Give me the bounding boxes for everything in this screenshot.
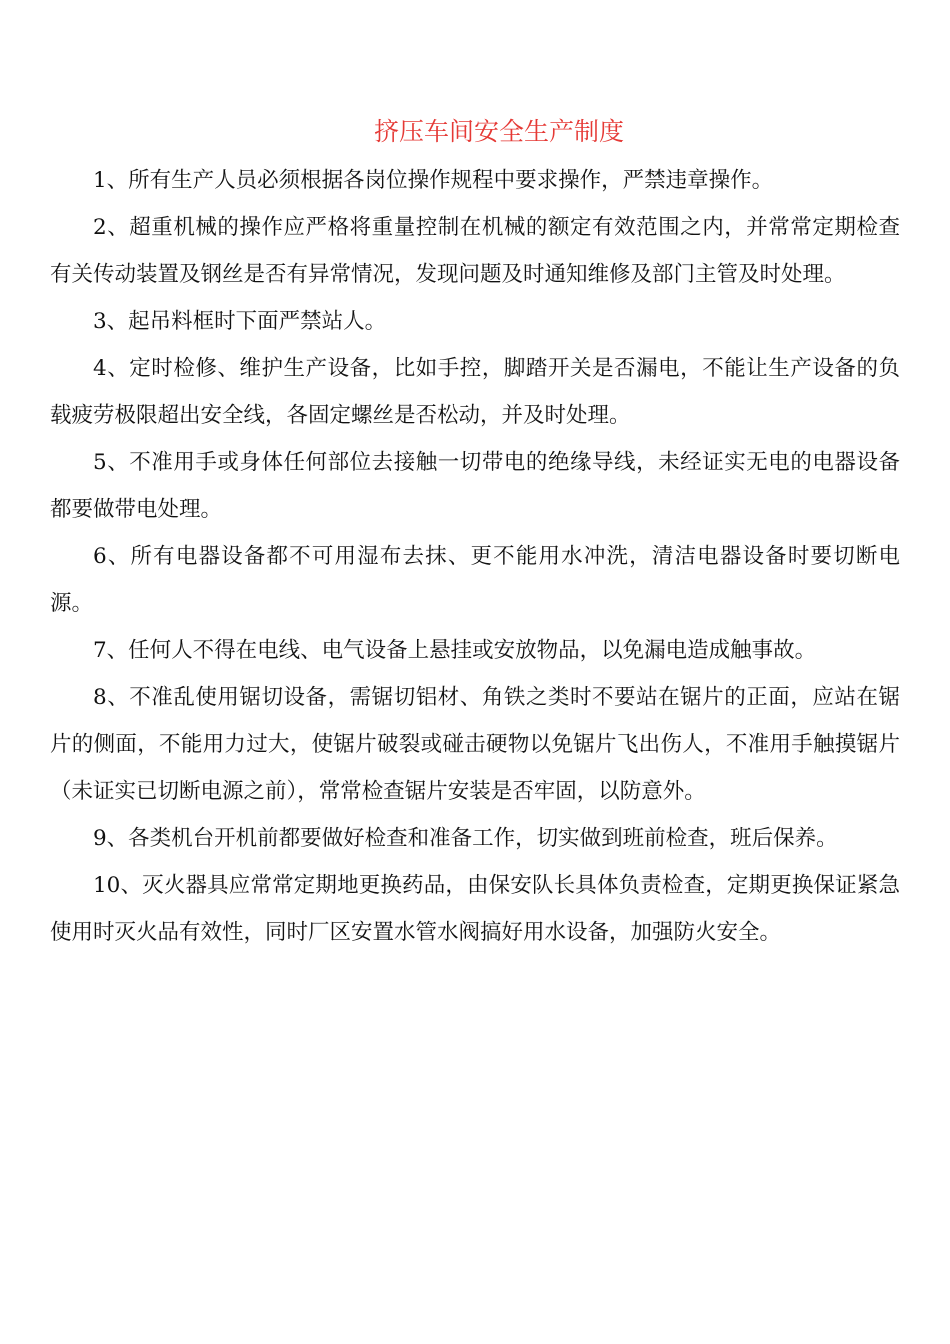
rule-paragraph-5: 5、不准用手或身体任何部位去接触一切带电的绝缘导线，未经证实无电的电器设备都要做带电处理。	[50, 450, 900, 522]
rule-paragraph-10: 10、灭火器具应常常定期地更换药品，由保安队长具体负责检查，定期更换保证紧急使用时灭火品有效性，同时厂区安置水管水阀搞好用水设备，加强防火安全。	[50, 873, 900, 945]
rule-paragraph-2: 2、超重机械的操作应严格将重量控制在机械的额定有效范围之内，并常常定期检查有关传动装置及钢丝是否有异常情况，发现问题及时通知维修及部门主管及时处理。	[50, 215, 900, 287]
rule-paragraph-9: 9、各类机台开机前都要做好检查和准备工作，切实做到班前检查，班后保养。	[93, 826, 838, 851]
rule-paragraph-4: 4、定时检修、维护生产设备，比如手控，脚踏开关是否漏电，不能让生产设备的负载疲劳极限超出安全线，各固定螺丝是否松动，并及时处理。	[50, 356, 900, 428]
rule-paragraph-3: 3、起吊料框时下面严禁站人。	[93, 309, 387, 334]
rule-paragraph-1: 1、所有生产人员必须根据各岗位操作规程中要求操作，严禁违章操作。	[93, 168, 774, 193]
rule-paragraph-8: 8、不准乱使用锯切设备，需锯切铝材、角铁之类时不要站在锯片的正面，应站在锯片的侧面，不能用力过大，使锯片破裂或碰击硬物以免锯片飞出伤人，不准用手触摸锯片（未证实已切断电源之前），常常检查锯片安装是否牢固，以防意外。	[50, 685, 900, 804]
document-title: 挤压车间安全生产制度	[373, 117, 624, 146]
rule-paragraph-7: 7、任何人不得在电线、电气设备上悬挂或安放物品，以免漏电造成触事故。	[93, 638, 817, 663]
rule-paragraph-6: 6、所有电器设备都不可用湿布去抹、更不能用水冲洗，清洁电器设备时要切断电源。	[50, 544, 900, 616]
document-body	[50, 157, 900, 956]
